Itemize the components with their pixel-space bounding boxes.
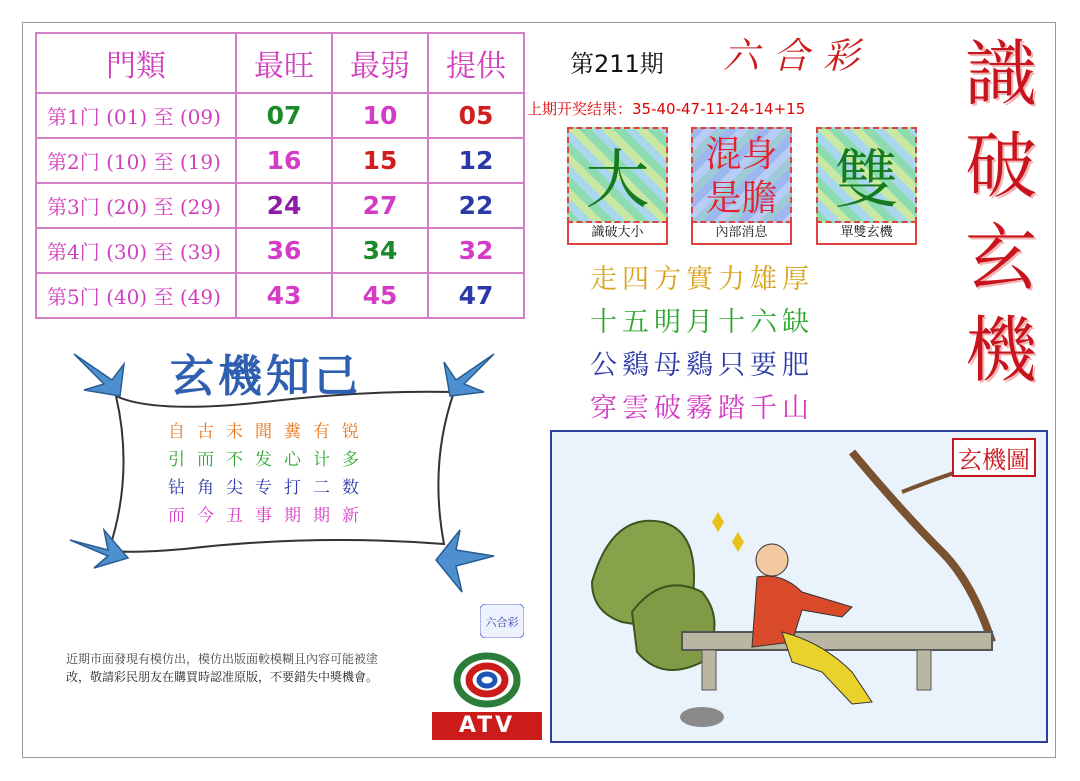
- table-row: [36, 93, 524, 138]
- cell-weakest: 15: [332, 138, 428, 183]
- tile-image: [816, 127, 917, 223]
- table-header-weakest: 最弱: [332, 33, 428, 93]
- tile-inside-news: [691, 127, 792, 247]
- tile-caption: 單雙玄機: [816, 223, 917, 245]
- table-row: [36, 228, 524, 273]
- cell-hottest: 43: [236, 273, 332, 318]
- row-label: 第4门 (30) 至 (39): [36, 228, 236, 273]
- row-label: 第2门 (10) 至 (19): [36, 138, 236, 183]
- tile-glyph: 大: [585, 144, 650, 218]
- badge-text: 六合彩: [485, 616, 519, 629]
- table-header-provided: 提供: [428, 33, 524, 93]
- cell-weakest: 45: [332, 273, 428, 318]
- cell-provided: 05: [428, 93, 524, 138]
- cell-provided: 47: [428, 273, 524, 318]
- poem: [590, 258, 895, 430]
- cell-hottest: 24: [236, 183, 332, 228]
- lottery-name: 六合彩: [723, 36, 874, 77]
- big-vertical-title: [955, 28, 1047, 396]
- tile-glyph: 雙: [834, 144, 899, 218]
- poem-line: 十五明月十六缺: [590, 307, 814, 338]
- table-row: [36, 183, 524, 228]
- riddle-illustration: [552, 432, 1046, 741]
- row-label: 第3门 (20) 至 (29): [36, 183, 236, 228]
- tile-glyph-line: 混身: [705, 134, 778, 175]
- tile-image: [691, 127, 792, 223]
- cell-hottest: 07: [236, 93, 332, 138]
- issue-number: 第211期: [570, 50, 664, 78]
- cell-weakest: 27: [332, 183, 428, 228]
- riddle-picture-label: 玄機圖: [952, 438, 1036, 477]
- cell-hottest: 36: [236, 228, 332, 273]
- table-row: [36, 138, 524, 183]
- scroll-line: 而今丑事期期新: [168, 506, 371, 526]
- tile-glyph: [693, 133, 790, 221]
- scroll-line: 自古未聞糞有锐: [168, 422, 371, 442]
- scroll-line: 钻角尖专打二数: [168, 478, 371, 498]
- tile-image: [567, 127, 668, 223]
- title-char: 機: [964, 308, 1037, 392]
- tile-caption: 識破大小: [567, 223, 668, 245]
- footer-notice-line1: 近期市面發現有模仿出，模仿出版面較模糊且內容可能被塗: [66, 652, 379, 666]
- tile-caption: 內部消息: [691, 223, 792, 245]
- tile-glyph-line: 是膽: [705, 178, 778, 219]
- title-char: 玄: [964, 216, 1037, 300]
- table-row: [36, 273, 524, 318]
- atv-brand: ATV: [432, 712, 542, 740]
- cell-weakest: 10: [332, 93, 428, 138]
- title-char: 識: [964, 32, 1037, 116]
- title-char: 破: [964, 124, 1037, 208]
- number-group-table: [35, 32, 525, 319]
- cell-provided: 22: [428, 183, 524, 228]
- cell-hottest: 16: [236, 138, 332, 183]
- swallow-icon: [74, 354, 124, 396]
- table-header-hottest: 最旺: [236, 33, 332, 93]
- cell-provided: 12: [428, 138, 524, 183]
- poem-line: 走四方實力雄厚: [590, 264, 814, 295]
- row-label: 第5门 (40) 至 (49): [36, 273, 236, 318]
- cell-weakest: 34: [332, 228, 428, 273]
- poem-line: 公鷄母鷄只要肥: [590, 350, 814, 381]
- scroll-line: 引而不发心计多: [168, 450, 371, 470]
- poem-line: 穿雲破霧踏千山: [590, 393, 814, 424]
- footer-notice-line2: 改，敬請彩民朋友在購買時認准原版，不要錯失中獎機會。: [66, 670, 379, 684]
- swallow-icon: [444, 354, 494, 396]
- liuhecai-badge: [480, 604, 524, 638]
- row-label: 第1门 (01) 至 (09): [36, 93, 236, 138]
- tile-size-hint: [567, 127, 668, 247]
- cell-provided: 32: [428, 228, 524, 273]
- scroll-title: 玄機知己: [170, 351, 362, 402]
- riddle-picture: [550, 430, 1048, 743]
- tile-odd-even: [816, 127, 917, 247]
- previous-result: 上期开奖结果：35-40-47-11-24-14+15: [527, 100, 806, 118]
- table-header-category: 門類: [36, 33, 236, 93]
- scroll-text: [168, 418, 371, 530]
- swallow-icon: [436, 530, 494, 592]
